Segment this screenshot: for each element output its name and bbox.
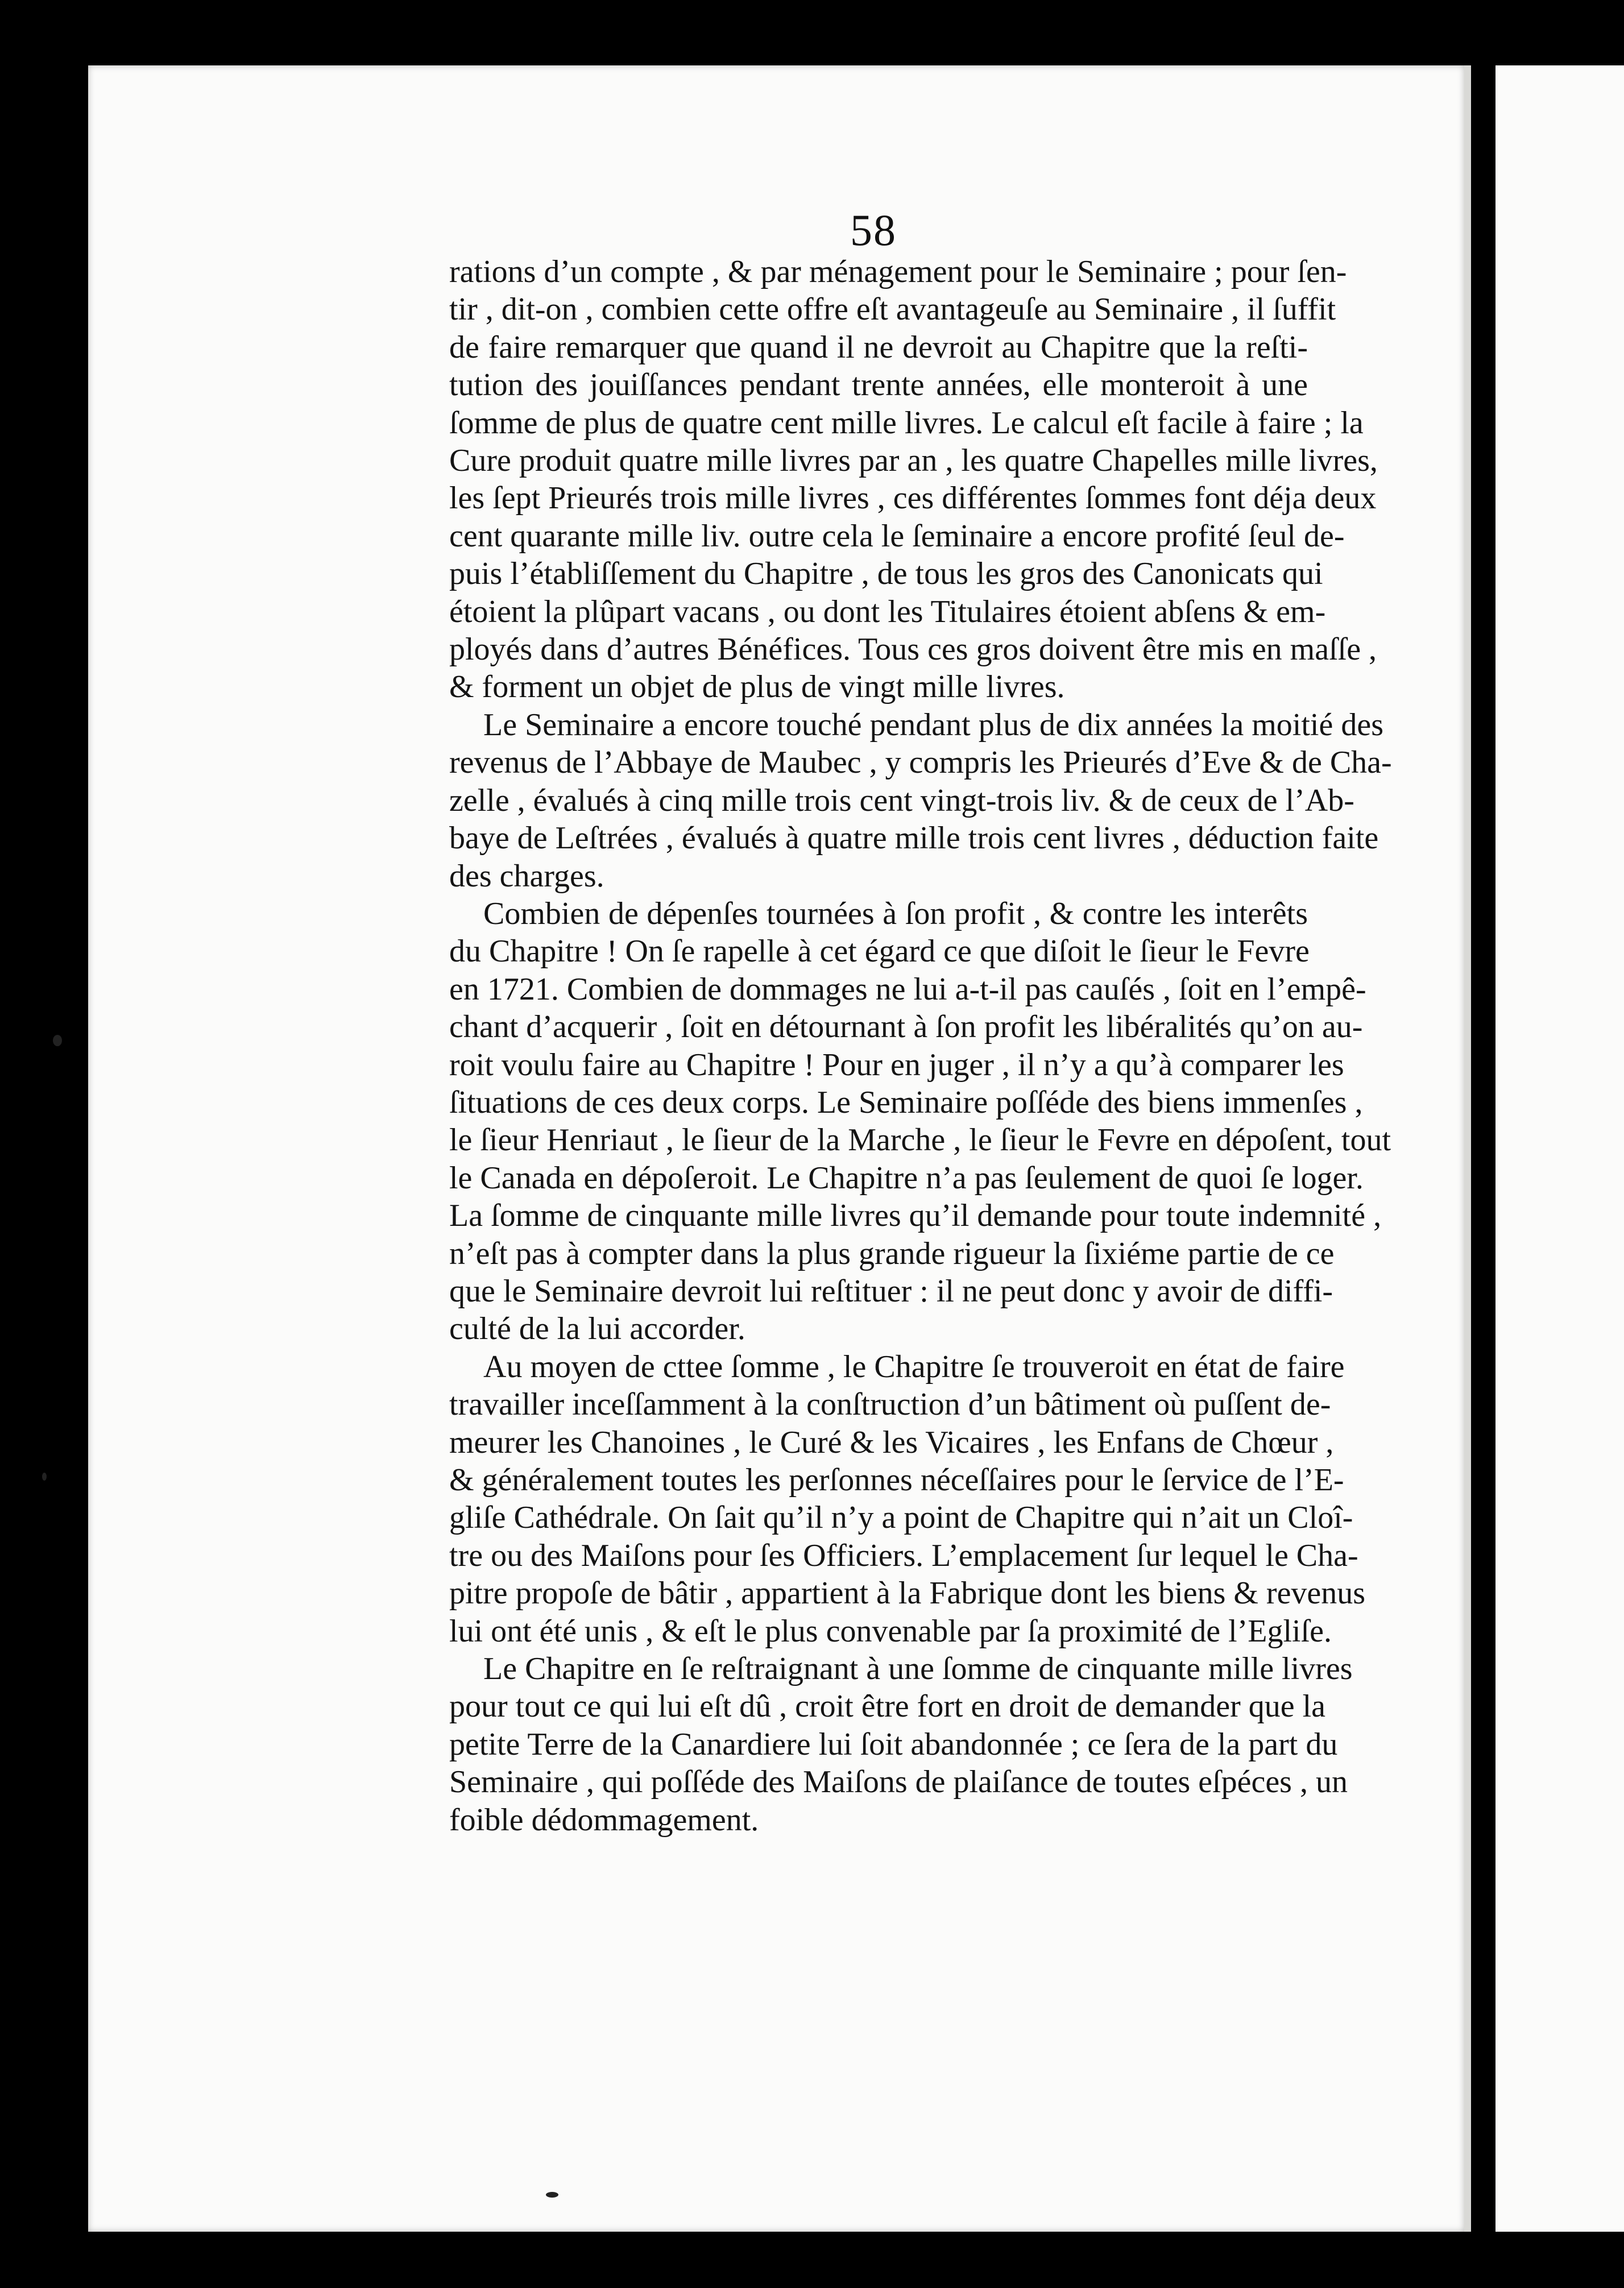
- paragraph-1: [449, 253, 1378, 706]
- text-line: gliſe Cathédrale. On ſait qu’il n’y a point de Chapitre qui n’ait un Cloî-: [449, 1500, 1353, 1536]
- text-line: les ſept Prieurés trois mille livres , ces différentes ſommes font déja deux: [449, 480, 1377, 516]
- paragraph-3: [449, 895, 1391, 1348]
- text-line: étoient la plûpart vacans , ou dont les Titulaires étoient abſens & em-: [449, 594, 1326, 629]
- text-line: La ſomme de cinquante mille livres qu’il demande pour toute indemnité ,: [449, 1198, 1382, 1234]
- text-line: Cure produit quatre mille livres par an , les quatre Chapelles mille livres,: [449, 443, 1378, 479]
- text-line: que le Seminaire devroit lui reſtituer : il ne peut donc y avoir de diffi-: [449, 1273, 1333, 1309]
- page-edge: [1464, 65, 1471, 2232]
- paragraph-4: [449, 1348, 1366, 1650]
- scan-speck: [546, 2192, 558, 2198]
- text-line: baye de Leſtrées , évalués à quatre mille trois cent livres , déduction faite: [449, 820, 1379, 856]
- text-line: tir , dit-on , combien cette offre eſt avantageuſe au Seminaire , il ſuffit: [449, 292, 1336, 328]
- text-line: des charges.: [449, 858, 604, 894]
- text-line: cent quarante mille liv. outre cela le ſeminaire a encore profité ſeul de-: [449, 518, 1345, 554]
- paragraph-5: [449, 1650, 1353, 1839]
- text-line: en 1721. Combien de dommages ne lui a-t-il pas cauſés , ſoit en l’empê-: [449, 971, 1366, 1007]
- text-line: Au moyen de cttee ſomme , le Chapitre ſe trouveroit en état de faire: [483, 1349, 1345, 1385]
- text-line: & forment un objet de plus de vingt mille livres.: [449, 669, 1065, 705]
- text-line: travailler inceſſamment à la conſtruction d’un bâtiment où puſſent de-: [449, 1387, 1331, 1423]
- text-line: petite Terre de la Canardiere lui ſoit abandonnée ; ce ſera de la part du: [449, 1726, 1338, 1762]
- text-line: roit voulu faire au Chapitre ! Pour en juger , il n’y a qu’à comparer les: [449, 1047, 1344, 1083]
- text-line: pitre propoſe de bâtir , appartient à la Fabrique dont les biens & revenus: [449, 1576, 1366, 1611]
- text-line: du Chapitre ! On ſe rapelle à cet égard ce que diſoit le ſieur le Fevre: [449, 934, 1310, 969]
- text-line: n’eſt pas à compter dans la plus grande rigueur la ſixiéme partie de ce: [449, 1236, 1335, 1271]
- text-line: tre ou des Maiſons pour ſes Officiers. L’emplacement ſur lequel le Cha-: [449, 1537, 1358, 1573]
- text-line: Le Seminaire a encore touché pendant plus de dix années la moitié des: [483, 707, 1383, 743]
- text-line: & généralement toutes les perſonnes néceſſaires pour le ſervice de l’E-: [449, 1462, 1344, 1498]
- text-line: Le Chapitre en ſe reſtraignant à une ſomme de cinquante mille livres: [483, 1651, 1353, 1687]
- text-line: culté de la lui accorder.: [449, 1311, 745, 1347]
- scan-speck: [42, 1473, 47, 1481]
- text-line: rations d’un compte , & par ménagement pour le Seminaire ; pour ſen-: [449, 254, 1347, 289]
- text-line: ſituations de ces deux corps. Le Seminaire poſſéde des biens immenſes ,: [449, 1084, 1363, 1120]
- text-line: zelle , évalués à cinq mille trois cent vingt-trois liv. & de ceux de l’Ab-: [449, 782, 1354, 818]
- text-line: meurer les Chanoines , le Curé & les Vicaires , les Enfans de Chœur ,: [449, 1424, 1334, 1460]
- paragraph-2: [449, 706, 1392, 895]
- text-line: de faire remarquer que quand il ne devroit au Chapitre que la reſti-: [449, 329, 1308, 365]
- text-line: le ſieur Henriaut , le ſieur de la Marche , le ſieur le Fevre en dépoſent, tout: [449, 1122, 1391, 1158]
- body-text: [449, 253, 1392, 1839]
- page-number: 58: [850, 205, 897, 255]
- text-line: chant d’acquerir , ſoit en détournant à ſon profit les libéralités qu’on au-: [449, 1009, 1363, 1045]
- text-line: Combien de dépenſes tournées à ſon profit , & contre les interêts: [483, 896, 1308, 931]
- text-line: tution des jouiſſances pendant trente années, elle monteroit à une: [449, 367, 1308, 403]
- text-line: Seminaire , qui poſſéde des Maiſons de plaiſance de toutes eſpéces , un: [449, 1764, 1348, 1800]
- text-line: ployés dans d’autres Bénéfices. Tous ces gros doivent être mis en maſſe ,: [449, 632, 1377, 668]
- text-line: lui ont été unis , & eſt le plus convenable par ſa proximité de l’Egliſe.: [449, 1613, 1332, 1649]
- text-line: puis l’établiſſement du Chapitre , de tous les gros des Canonicats qui: [449, 556, 1323, 592]
- scan-speck: [53, 1035, 62, 1046]
- text-line: ſomme de plus de quatre cent mille livres. Le calcul eſt facile à faire ; la: [449, 405, 1364, 441]
- text-line: revenus de l’Abbaye de Maubec , y compris les Prieurés d’Eve & de Cha-: [449, 745, 1392, 781]
- text-line: foible dédommagement.: [449, 1802, 759, 1838]
- facing-page-edge: [1495, 65, 1624, 2232]
- text-line: le Canada en dépoſeroit. Le Chapitre n’a pas ſeulement de quoi ſe loger.: [449, 1160, 1364, 1196]
- text-line: pour tout ce qui lui eſt dû , croit être fort en droit de demander que la: [449, 1689, 1326, 1725]
